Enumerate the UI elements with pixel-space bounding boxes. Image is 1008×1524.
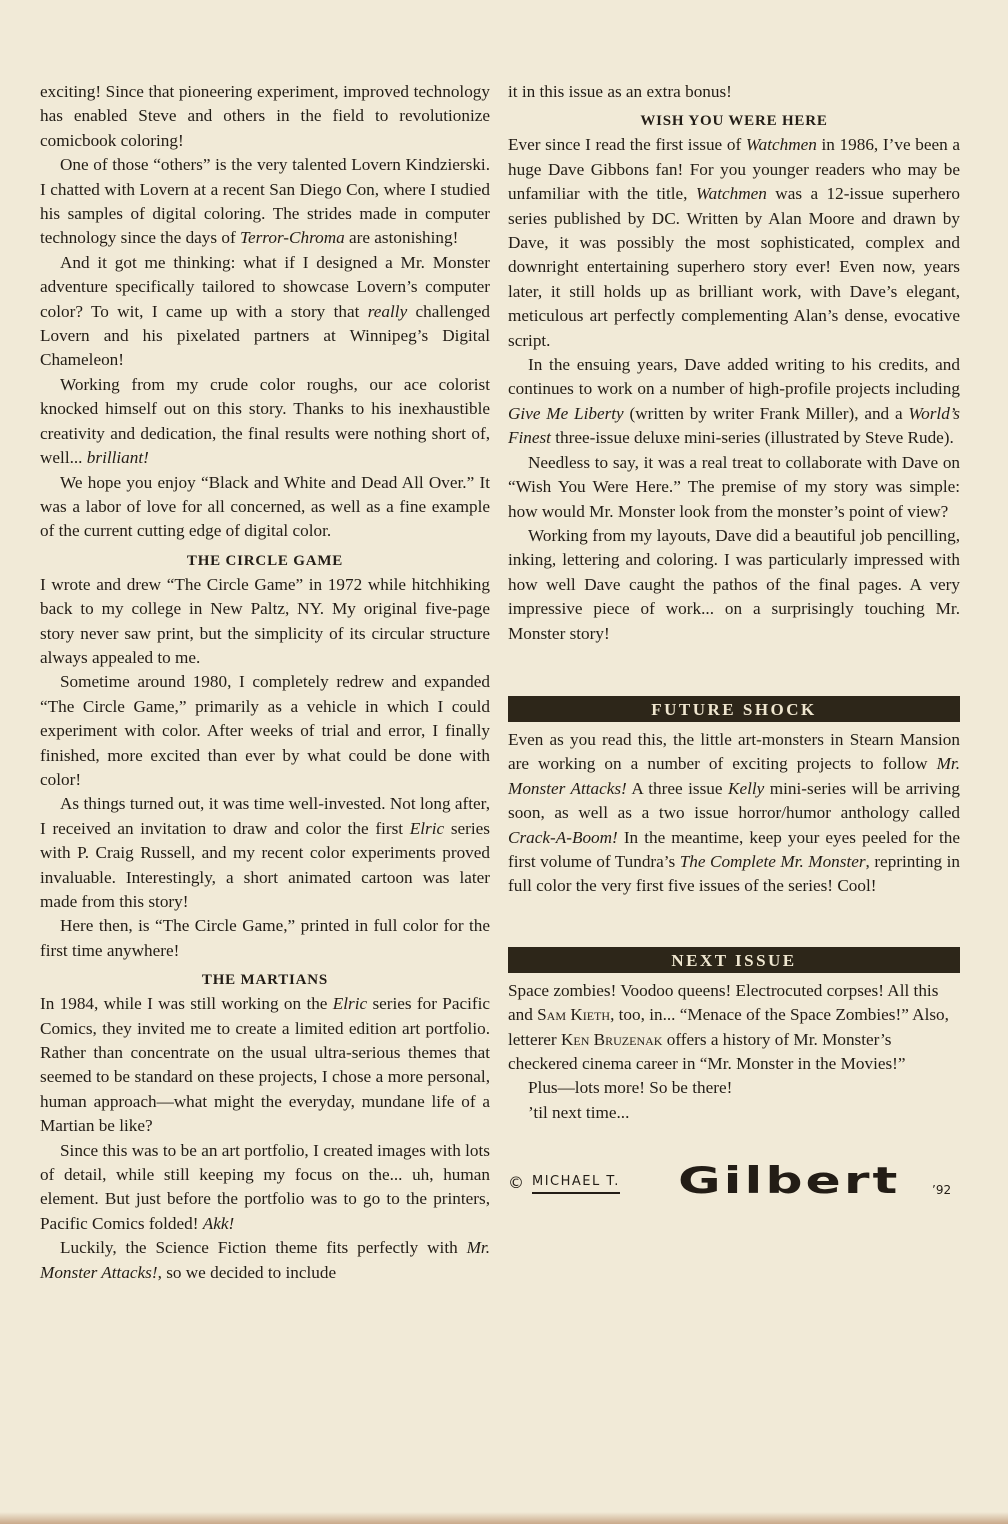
- right-column: [508, 80, 960, 1217]
- text: Working from my crude color roughs, our ace colorist knocked himself out on this story. Thanks to his inexhaustible creativity and dedication, the final results were nothing short of, well...: [40, 374, 490, 468]
- text: I wrote and drew “The Circle Game” in 1972 while hitchhiking back to my college in New Paltz, NY. My original five-page story never saw print, but the simplicity of its circular structure always appealed to me.: [40, 574, 490, 667]
- paragraph: [40, 1139, 490, 1237]
- paragraph: [40, 914, 490, 963]
- text: series for Pacific Comics, they invited me to create a limited edition art portfolio. Rather than concentrate on the usual ultra-serious themes that seemed to be standard on these projects, I chose a more personal, human approach—what might the everyday, mundane life of a Martian be like?: [40, 994, 490, 1136]
- text: it in this issue as an extra bonus!: [508, 82, 732, 101]
- text: was a 12-issue superhero series published by DC. Written by Alan Moore and drawn by Dave, it was possibly the most sophisticated, complex and downright entertaining superhero story ever! Even now, years later, it still holds up as brilliant work, with Dave’s elegant, meticulous art perfectly complementing Alan’s dense, evocative script.: [508, 184, 960, 350]
- paragraph: [508, 80, 960, 104]
- italic-title: Terror-Chroma: [240, 228, 345, 248]
- text: And it got me thinking: what if I designed a Mr. Monster adventure specifically tailored to showcase Lovern’s computer color? To wit, I came up with a story that: [40, 252, 490, 321]
- section-heading-martians: THE MARTIANS: [201, 972, 329, 989]
- author-signature: [508, 1147, 960, 1217]
- italic-title: Watchmen: [745, 135, 817, 155]
- text: In the ensuing years, Dave added writing to his credits, and continues to work on a number of high-profile projects including: [508, 355, 960, 399]
- text: Since this was to be an art portfolio, I created images with lots of detail, while still keeping my focus on the... uh, human element. But just before the portfolio was to go to the printers, Pacific Comics folded!: [40, 1140, 490, 1233]
- name-smallcaps: Sam Kieth: [537, 1005, 611, 1025]
- signature-year: ’92: [932, 1183, 952, 1198]
- paragraph: [40, 573, 490, 671]
- page-edge: [0, 1512, 1008, 1524]
- text: In 1984, while I was still working on the: [40, 994, 333, 1014]
- italic-title: Mr. Monster Attacks!: [508, 754, 960, 798]
- paragraph: [40, 80, 490, 153]
- paragraph: [508, 979, 960, 1077]
- paragraph: [40, 792, 490, 914]
- text: ’til next time...: [528, 1102, 630, 1122]
- paragraph: [508, 353, 960, 451]
- text: Working from my layouts, Dave did a beautiful job pencilling, inking, lettering and coloring. I was particularly impressed with how well Dave caught the pathos of the final pages. A very impressive piece of work... on a surprisingly touching Mr. Monster story!: [508, 525, 960, 643]
- text: , reprinting in full color the very first five issues of the series! Cool!: [508, 851, 960, 896]
- italic-title: Give Me Liberty: [508, 403, 624, 423]
- text: series with P. Craig Russell, and my recent color experiments proved invaluable. Interestingly, a short animated cartoon was later made from this story!: [40, 818, 490, 911]
- italic-text: really: [367, 301, 408, 321]
- paragraph: [508, 728, 960, 899]
- signature-surname: Gilbert: [678, 1160, 901, 1203]
- paragraph: [40, 1236, 490, 1285]
- next-issue-banner: NEXT ISSUE: [508, 947, 960, 973]
- text: Plus—lots more! So be there!: [528, 1078, 733, 1098]
- left-column: [40, 80, 490, 1285]
- copyright-icon: ©: [508, 1173, 524, 1193]
- paragraph: [508, 524, 960, 646]
- text: Ever since I read the first issue of: [508, 135, 746, 155]
- paragraph: [40, 153, 490, 251]
- future-shock-banner: FUTURE SHOCK: [508, 696, 960, 722]
- text: We hope you enjoy “Black and White and Dead All Over.” It was a labor of love for all concerned, as well as a fine example of the current cutting edge of digital color.: [40, 472, 490, 541]
- italic-text: brilliant!: [86, 448, 149, 468]
- text: Even as you read this, the little art-monsters in Stearn Mansion are working on a number of exciting projects to follow: [508, 729, 960, 774]
- italic-title: The Complete Mr. Monster: [679, 851, 866, 871]
- italic-title: Watchmen: [695, 184, 767, 204]
- paragraph: [40, 373, 490, 471]
- italic-text: Akk!: [202, 1213, 235, 1233]
- paragraph: [508, 451, 960, 524]
- paragraph: [40, 992, 490, 1138]
- text: exciting! Since that pioneering experiment, improved technology has enabled Steve and others in the field to revolutionize comicbook coloring!: [40, 82, 490, 150]
- italic-title: Mr. Monster Attacks!: [40, 1238, 490, 1282]
- text: Sometime around 1980, I completely redrew and expanded “The Circle Game,” primarily as a vehicle in which I could experiment with color. After weeks of trial and error, I finally finished, more excited than ever by what could be done with color!: [40, 672, 490, 789]
- paragraph: [40, 251, 490, 373]
- text: , too, in... “Menace of the Space Zombies!” Also, letterer: [508, 1005, 949, 1049]
- text: One of those “others” is the very talented Lovern Kindzierski. I chatted with Lovern at a recent San Diego Con, where I studied his samples of digital coloring. The strides made in computer technology since the days of: [40, 155, 490, 248]
- text: Space zombies! Voodoo queens! Electrocuted corpses! All this and: [508, 980, 939, 1025]
- paragraph: [40, 670, 490, 792]
- paragraph: [508, 1076, 960, 1100]
- italic-title: World’s Finest: [508, 403, 960, 448]
- text: three-issue deluxe mini-series (illustrated by Steve Rude).: [550, 428, 954, 448]
- text: In the meantime, keep your eyes peeled for the first volume of Tundra’s: [508, 827, 960, 871]
- italic-title: Crack-A-Boom!: [508, 827, 618, 847]
- paragraph: [508, 133, 960, 353]
- text: mini-series will be arriving soon, as well as a two issue horror/humor anthology called: [508, 778, 960, 823]
- text: Needless to say, it was a real treat to collaborate with Dave on “Wish You Were Here.” The premise of my story was simple: how would Mr. Monster look from the monster’s point of view?: [508, 452, 960, 521]
- signature-first-name: MICHAEL T.: [532, 1174, 620, 1190]
- italic-title: Elric: [332, 994, 368, 1014]
- text: Luckily, the Science Fiction theme fits perfectly with: [60, 1238, 467, 1258]
- section-heading-circle-game: THE CIRCLE GAME: [186, 552, 344, 569]
- italic-title: Kelly: [728, 778, 765, 798]
- text: challenged Lovern and his pixelated partners at Winnipeg’s Digital Chameleon!: [40, 301, 490, 370]
- text: As things turned out, it was time well-invested. Not long after, I received an invitation to draw and color the first: [40, 794, 490, 838]
- text: A three issue: [626, 778, 728, 798]
- paragraph: [40, 471, 490, 544]
- text: in 1986, I’ve been a huge Dave Gibbons fan! For you younger readers who may be unfamiliar with the title,: [508, 135, 960, 204]
- text: (written by writer Frank Miller), and a: [623, 403, 909, 423]
- text: offers a history of Mr. Monster’s checkered cinema career in “Mr. Monster in the Movies!”: [508, 1029, 906, 1073]
- italic-title: Elric: [409, 818, 445, 838]
- paragraph: [508, 1101, 960, 1125]
- section-heading-wish: WISH YOU WERE HERE: [640, 113, 828, 130]
- text: , so we decided to include: [157, 1262, 337, 1282]
- text: Here then, is “The Circle Game,” printed in full color for the first time anywhere!: [40, 916, 490, 960]
- name-smallcaps: Ken Bruzenak: [560, 1029, 663, 1049]
- text: are astonishing!: [344, 228, 459, 248]
